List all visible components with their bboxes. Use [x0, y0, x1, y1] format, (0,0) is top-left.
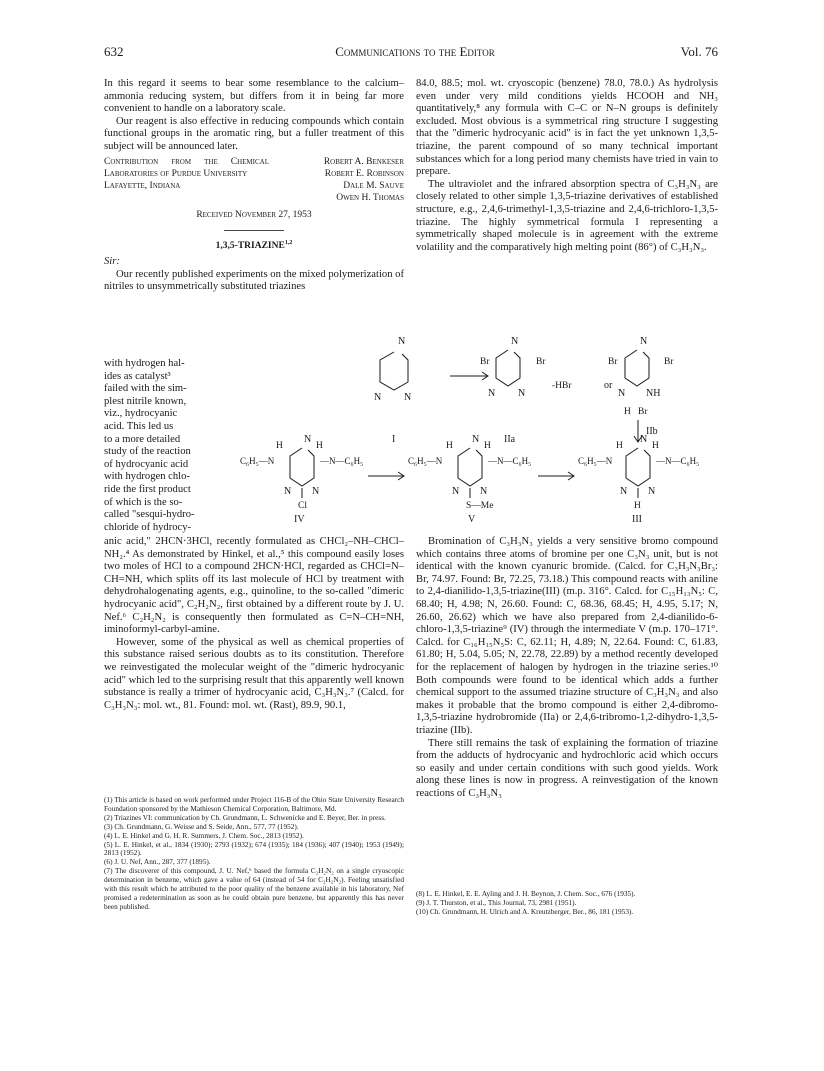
atom-label: S—Me: [466, 501, 494, 511]
atom-label: N: [488, 388, 496, 399]
compound-label: III: [632, 514, 642, 525]
paragraph: anic acid," 2HCN·3HCl, recently formulated as CHCl₂–NH–CHCl–NH₂.⁴ As demonstrated by Hinkel, et al.,⁵ this compound easily loses two moles of HCl to a compound 2HCN·HCl, regarded as CHCl=N–CH=NH, which splits off its last molecule of HCl by treatment with dehydrohalogenating agents, e.g., quinoline, to the so-called "dimeric hydrocyanic acid", C₂H₂N₂, first obtained by a different route by J. U. Nef.⁶ C₂H₂N₂ is consequently then formulated as C=N–CH=NH, iminoformyl-carbyl-amine.: [104, 536, 404, 636]
compound-label: V: [468, 514, 476, 525]
right-column-bottom: [416, 536, 718, 800]
text-line: with hydrogen hal-: [104, 358, 185, 369]
atom-label: H: [484, 441, 491, 451]
or-label: or: [604, 380, 613, 391]
author: Dale M. Sauve: [343, 180, 404, 191]
atom-label: Cl: [298, 501, 307, 511]
text-line: to a more detailed: [104, 433, 181, 445]
atom-label: N: [648, 486, 656, 497]
footnote: (8) L. E. Hinkel, E. E. Ayling and J. H. Beynon, J. Chem. Soc., 676 (1935).: [416, 889, 636, 898]
structure-IIb: [608, 336, 674, 442]
structure-I: [374, 336, 411, 445]
atom-label: Br: [638, 407, 648, 417]
footnote: (9) J. T. Thurston, et al., This Journal, 73, 2981 (1951).: [416, 897, 577, 907]
hbr-label: -HBr: [552, 381, 572, 391]
left-column-bottom: [104, 536, 404, 712]
location: Lafayette, Indiana: [104, 180, 181, 191]
atom-label: N: [398, 336, 406, 347]
text-line: called "sesqui-hydro-: [104, 509, 195, 521]
compound-label: IV: [294, 514, 305, 525]
atom-label: H: [446, 441, 453, 451]
contribution: Contribution from the Chemical Laboratories of Purdue University: [104, 156, 269, 179]
text-line: plest nitrile known,: [104, 395, 187, 407]
atom-label: Br: [480, 357, 490, 367]
atom-label: H: [634, 501, 641, 511]
atom-label: —N—C₆H₅: [656, 456, 700, 466]
atom-label: Br: [608, 357, 618, 367]
structure-IIa: [480, 336, 572, 445]
narrow-text-block: [104, 358, 228, 534]
atom-label: N: [640, 434, 648, 445]
atom-label: C₆H₅—N: [240, 456, 275, 466]
paragraph: However, some of the physical as well as chemical properties of this substance raised serious doubts as to its constitution. Therefore we reinvestigated the molecular weight of the "dimeric hydrocyanic acid" which led to the surprising result that this apparently well known substance is really a trimer of hydrocyanic acid, C₃H₃N₃.⁷ (Calcd. for C₃H₃N₃: mol. wt., 81. Found: mol. wt. (Rast), 89.9, 90.1,: [104, 636, 405, 711]
atom-label: N: [620, 486, 628, 497]
paragraph: There still remains the task of explaining the formation of triazine from the adducts of hydrocyanic and hydrochloric acid which occurs so easily and under certain conditions with such good yields. Work along these lines is now in progress. A reinvestigation of the known reactions of C₃H₃N₃: [416, 737, 718, 799]
page-number: 632: [104, 44, 124, 59]
structure-IV: [240, 434, 363, 525]
article-title: 1,3,5-TRIAZINE$^{1,2}$: [215, 240, 293, 252]
text-line: with hydrogen chlo-: [104, 471, 190, 483]
salutation: Sir:: [104, 255, 120, 267]
text-line: ides as catalyst³: [104, 370, 171, 382]
compound-label: IIb: [646, 426, 658, 437]
author: Owen H. Thomas: [336, 192, 404, 203]
paragraph: 84.0, 88.5; mol. wt. cryoscopic (benzene) 78.0, 78.0.) As hydrolysis even under very mild conditions yields HCOOH and NH₃ quantitatively,⁸ any formula with C–C or N–N groups is definitely excluded. Most obvious is a symmetrical ring structure I suggesting that the "dimeric hydrocyanic acid" is in fact the yet unknown 1,3,5-triazine, the parent compound of so many technical important substances which for a long period many chemists have tried in vain to prepare.: [416, 78, 718, 178]
author: Robert E. Robinson: [324, 168, 404, 179]
atom-label: N: [284, 486, 292, 497]
text-line: viz., hydrocyanic: [104, 408, 178, 420]
atom-label: N: [374, 392, 382, 403]
compound-label: IIa: [504, 434, 516, 445]
compound-label: I: [392, 434, 396, 445]
atom-label: N: [518, 388, 526, 399]
footnote: (1) This article is based on work performed under Project 116-B of the Ohio State University Research Foundation sponsored by the Mathieson Chemical Corporation, Baltimore, Md.: [104, 795, 404, 813]
atom-label: —N—C₆H₅: [488, 456, 532, 466]
atom-label: —N—C₆H₅: [320, 456, 364, 466]
atom-label: N: [511, 336, 519, 347]
footnote: (7) The discoverer of this compound, J. U. Nef,⁶ based the formula C₂H₂N₂ on a single cryoscopic determination in benzene, which gave a value of 64 (instead of 54 for C₂H₂N₂). Feeling unsatisfied with this result which he attributed to the poor quality of the benzene available in his laboratory, Nef promised a redetermination as soon as he could obtain pure benzene, but apparently this has never been published.: [104, 866, 404, 911]
footnote: (6) J. U. Nef, Ann., 287, 377 (1895).: [104, 857, 211, 867]
atom-label: Br: [664, 357, 674, 367]
left-column-top: [104, 78, 404, 294]
atom-label: N: [480, 486, 488, 497]
text-line: ride the first product: [104, 483, 191, 495]
footnote: (5) L. E. Hinkel, et al., 1834 (1930); 2793 (1932); 674 (1935); 184 (1936); 407 (1940); 1953 (1949); 2813 (1952).: [104, 839, 404, 858]
signature-block: [104, 156, 404, 208]
atom-label: C₆H₅—N: [408, 456, 443, 466]
atom-label: N: [618, 388, 626, 399]
paragraph: The ultraviolet and the infrared absorption spectra of C₃H₃N₃ are closely related to other simple 1,3,5-triazine derivatives of established structure, e.g., 2,4,6-trimethyl-1,3,5-triazine and 2,4,6-trichloro-1,3,5-triazine. The highly symmetrical formula I representing a symmetrically shaped molecule is in agreement with the extreme volatility and the comparatively high melting point (86°) of C₃H₃N₃.: [416, 178, 718, 253]
text-line: study of the reaction: [104, 446, 191, 458]
structure-III: [578, 434, 699, 525]
footnote: (10) Ch. Grundmann, H. Ulrich and A. Kreutzberger, Ber., 86, 181 (1953).: [416, 906, 634, 916]
running-title: Communications to the Editor: [335, 44, 495, 59]
text-line: of which is the so-: [104, 496, 183, 508]
paragraph: Our recently published experiments on the mixed polymerization of nitriles to unsymmetrically substituted triazines: [104, 268, 404, 293]
atom-label: NH: [646, 388, 661, 399]
footnote: (3) Ch. Grundmann, G. Weisse and S. Seide, Ann., 577, 77 (1952).: [104, 821, 299, 831]
atom-label: H: [624, 407, 631, 417]
text-line: failed with the sim-: [104, 383, 187, 395]
right-column-top: [416, 78, 718, 254]
atom-label: N: [472, 434, 480, 445]
atom-label: N: [640, 336, 648, 347]
footnotes-right: [416, 890, 718, 917]
atom-label: N: [312, 486, 320, 497]
atom-label: C₆H₅—N: [578, 456, 613, 466]
atom-label: N: [304, 434, 312, 445]
footnote: (4) L. E. Hinkel and G. H. R. Summers, J. Chem. Soc., 2813 (1952).: [104, 830, 304, 840]
atom-label: N: [452, 486, 460, 497]
paragraph: In this regard it seems to bear some resemblance to the calcium–ammonia reducing system, but differs from it in being far more convenient to handle on a laboratory scale.: [104, 78, 404, 115]
atom-label: N: [404, 392, 412, 403]
paragraph: Bromination of C₃H₃N₃ yields a very sensitive bromo compound which contains three atoms of bromine per one C₃N₃ unit, but is not identical with the known cyanuric bromide. (Calcd. for C₃H₃N₃Br₃: Br, 74.97. Found: Br, 72.25, 73.18.) This compound reacts with aniline to 2,4-dianilido-1,3,5-triazine(III) (m.p. 316°. Calcd. for C₁₅H₁₃N₅: C, 68.40; H, 4.98; N, 26.60. Found: C, 68.36, 68.45; H, 4.95, 5.17; N, 26.60, 26.62) which we have also prepared from 2,4-dianilido-6-chloro-1,3,5-triazine⁹ (IV) through the intermediate V (m.p. 170–171°. Calcd. for C₁₆H₁₅N₅S: C, 62.11; H, 4.89; N, 22.64. Found: C, 61.83, 61.80; H, 5.04, 5.05; N, 22.78, 22.89) by a method recently developed for the replacement of halogen by hydrogen in the triazine series.¹⁰ Both compounds were found to be identical which adds a further chemical support to the assumed triazine structure of C₃H₃N₃ and also makes it probable that the bromo compound is either 2,4-dibromo-1,3,5-triazine hydrobromide (IIa) or 2,4,6-tribromo-1,2-dihydro-1,3,5-triazine (IIb).: [416, 536, 718, 736]
atom-label: H: [652, 441, 659, 451]
divider: [224, 230, 284, 231]
footnotes-left: [104, 796, 404, 912]
structure-V: [408, 434, 531, 525]
text-line: acid. This led us: [104, 420, 174, 432]
volume: Vol. 76: [680, 44, 718, 59]
text-line: chloride of hydrocy-: [104, 521, 192, 533]
author: Robert A. Benkeser: [323, 156, 404, 167]
reaction-scheme: [228, 330, 728, 530]
atom-label: H: [276, 441, 283, 451]
atom-label: H: [616, 441, 623, 451]
atom-label: Br: [536, 357, 546, 367]
text-line: of hydrocyanic acid: [104, 458, 189, 470]
received-date: Received November 27, 1953: [196, 209, 312, 220]
footnote: (2) Triazines VI: communication by Ch. Grundmann, L. Schwenicke and E. Beyer, Ber. in press.: [104, 812, 386, 822]
paragraph: Our reagent is also effective in reducing compounds which contain functional groups in the aromatic ring, but a fuller treatment of this subject will be announced later.: [104, 115, 404, 152]
atom-label: H: [316, 441, 323, 451]
